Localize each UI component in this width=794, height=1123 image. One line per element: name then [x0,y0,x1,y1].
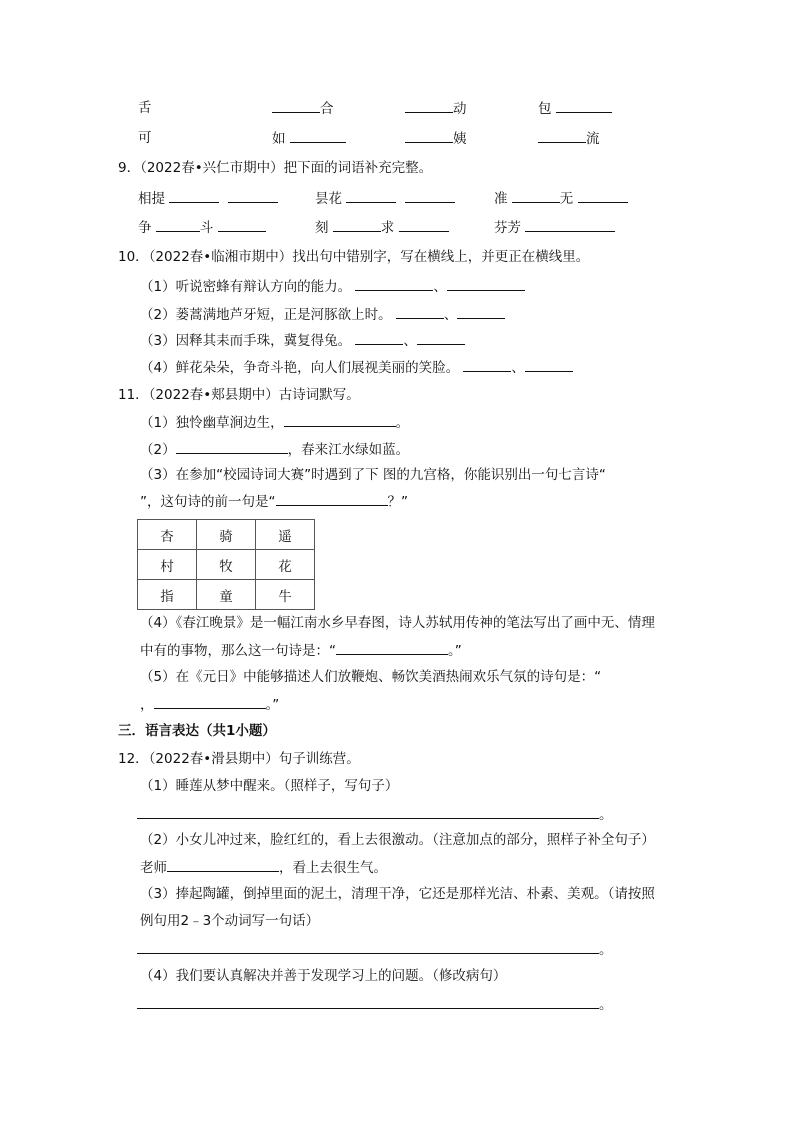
q10-item-2: （2）蒌蒿满地芦牙短，正是河豚欲上时。 、 [140,304,505,325]
blank[interactable] [396,304,444,319]
word-row-1-item-3: 动 [405,98,467,119]
word-row-2-item-2: 如 [272,128,346,149]
q11-item-3a: （3）在参加“校园诗词大赛”时遇到了下 图的九宫格，你能识别出一句七言诗“ [140,467,606,483]
blank[interactable] [463,357,511,372]
q9-row-1-b: 昙花 [315,188,455,209]
grid-cell[interactable]: 花 [256,550,315,580]
grid-cell[interactable]: 指 [138,580,197,610]
blank[interactable] [525,357,573,372]
grid-cell[interactable]: 牧 [197,550,256,580]
q9-row-2-c: 芬芳 [494,217,615,238]
section-3-title: 三．语言表达（共1小题） [118,723,276,739]
q11-item-4b: 中有的事物，那么这一句诗是：“ 。” [140,640,462,661]
grid-cell[interactable]: 童 [197,580,256,610]
answer-line[interactable] [137,939,599,954]
blank[interactable] [336,640,448,655]
word-row-1-item-2: 合 [272,98,334,119]
q10-item-1: （1）听说密蜂有辩认方向的能力。 、 [140,276,525,297]
q11-item-4a: （4）《春江晚景》是一幅江南水乡早春图，诗人苏轼用传神的笔法写出了画中无、情理 [140,615,655,631]
q12-item-3a: （3）捧起陶罐，倒掉里面的泥土，清理干净，它还是那样光洁、朴素、美观。（请按照 [140,886,655,902]
blank[interactable] [417,330,465,345]
q12-item-2: （2）小女儿冲过来，脸红红的，看上去很激动。（注意加点的部分，照样子补全句子） [140,832,655,848]
q10-heading: 10．（2022春•临湘市期中）找出句中错别字，写在横线上，并更正在横线里。 [118,249,590,265]
grid-cell[interactable]: 牛 [256,580,315,610]
blank[interactable] [447,276,525,291]
blank[interactable] [457,304,505,319]
q12-item-3-answer: 。 [137,939,613,960]
q9-row-1-a: 相提 [138,188,278,209]
q9-row-2-b: 刻 求 [315,217,449,238]
q12-heading: 12．（2022春•滑县期中）句子训练营。 [118,751,360,767]
blank[interactable] [167,857,279,872]
word-row-2-item-3: 姨 [405,128,467,149]
blank[interactable] [405,128,453,143]
word-row-1: 舌 [138,100,152,116]
q11-item-3b: ”，这句诗的前一句是“ ？” [140,491,408,512]
q9-row-1-c: 准 无 [494,188,628,209]
q11-item-2: （2） ，春来江水绿如蓝。 [140,439,409,460]
blank[interactable] [169,188,219,203]
word-row-1-item-4: 包 [538,98,612,119]
blank[interactable] [284,412,396,427]
q10-item-3: （3）因释其耒而手珠，冀复得兔。 、 [140,330,465,351]
blank[interactable] [355,276,433,291]
blank[interactable] [290,128,346,143]
blank[interactable] [333,217,381,232]
blank[interactable] [346,188,396,203]
q11-item-1: （1）独怜幽草涧边生， 。 [140,412,409,433]
blank[interactable] [525,217,615,232]
grid-cell[interactable]: 骑 [197,520,256,550]
q12-item-1: （1）睡莲从梦中醒来。（照样子，写句子） [140,778,399,794]
q12-item-1-answer: 。 [137,804,613,825]
blank[interactable] [538,128,586,143]
q12-item-4: （4）我们要认真解决并善于发现学习上的问题。（修改病句） [140,968,507,984]
q9-heading: 9．（2022春•兴仁市期中）把下面的词语补充完整。 [118,160,433,176]
q12-item-2-answer: 老师 ，看上去很生气。 [140,857,387,878]
word-row-2-item-4: 流 [538,128,600,149]
q9-row-2-a: 争 斗 [138,217,266,238]
blank[interactable] [405,98,453,113]
blank[interactable] [556,98,612,113]
blank[interactable] [355,330,403,345]
grid-cell[interactable]: 村 [138,550,197,580]
blank[interactable] [276,491,388,506]
grid-cell[interactable]: 杏 [138,520,197,550]
answer-line[interactable] [137,994,599,1009]
blank[interactable] [272,98,320,113]
blank[interactable] [405,188,455,203]
blank[interactable] [154,694,266,709]
blank[interactable] [176,439,288,454]
blank[interactable] [156,217,200,232]
q11-item-5b: ， 。” [140,694,279,715]
word-row-2: 可 [138,130,152,146]
blank[interactable] [399,217,449,232]
q12-item-3b: 例句用2﹣3个动词写一句话） [140,913,320,929]
blank[interactable] [578,188,628,203]
blank[interactable] [512,188,560,203]
q12-item-4-answer: 。 [137,994,613,1015]
q10-item-4: （4）鲜花朵朵，争奇斗艳，向人们展视美丽的笑脸。 、 [140,357,573,378]
blank[interactable] [228,188,278,203]
blank[interactable] [218,217,266,232]
q11-item-5a: （5）在《元日》中能够描述人们放鞭炮、畅饮美酒热闹欢乐气氛的诗句是：“ [140,669,602,685]
nine-grid [137,519,315,610]
answer-line[interactable] [137,804,599,819]
q11-heading: 11．（2022春•郏县期中）古诗词默写。 [118,387,360,403]
grid-cell[interactable]: 遥 [256,520,315,550]
